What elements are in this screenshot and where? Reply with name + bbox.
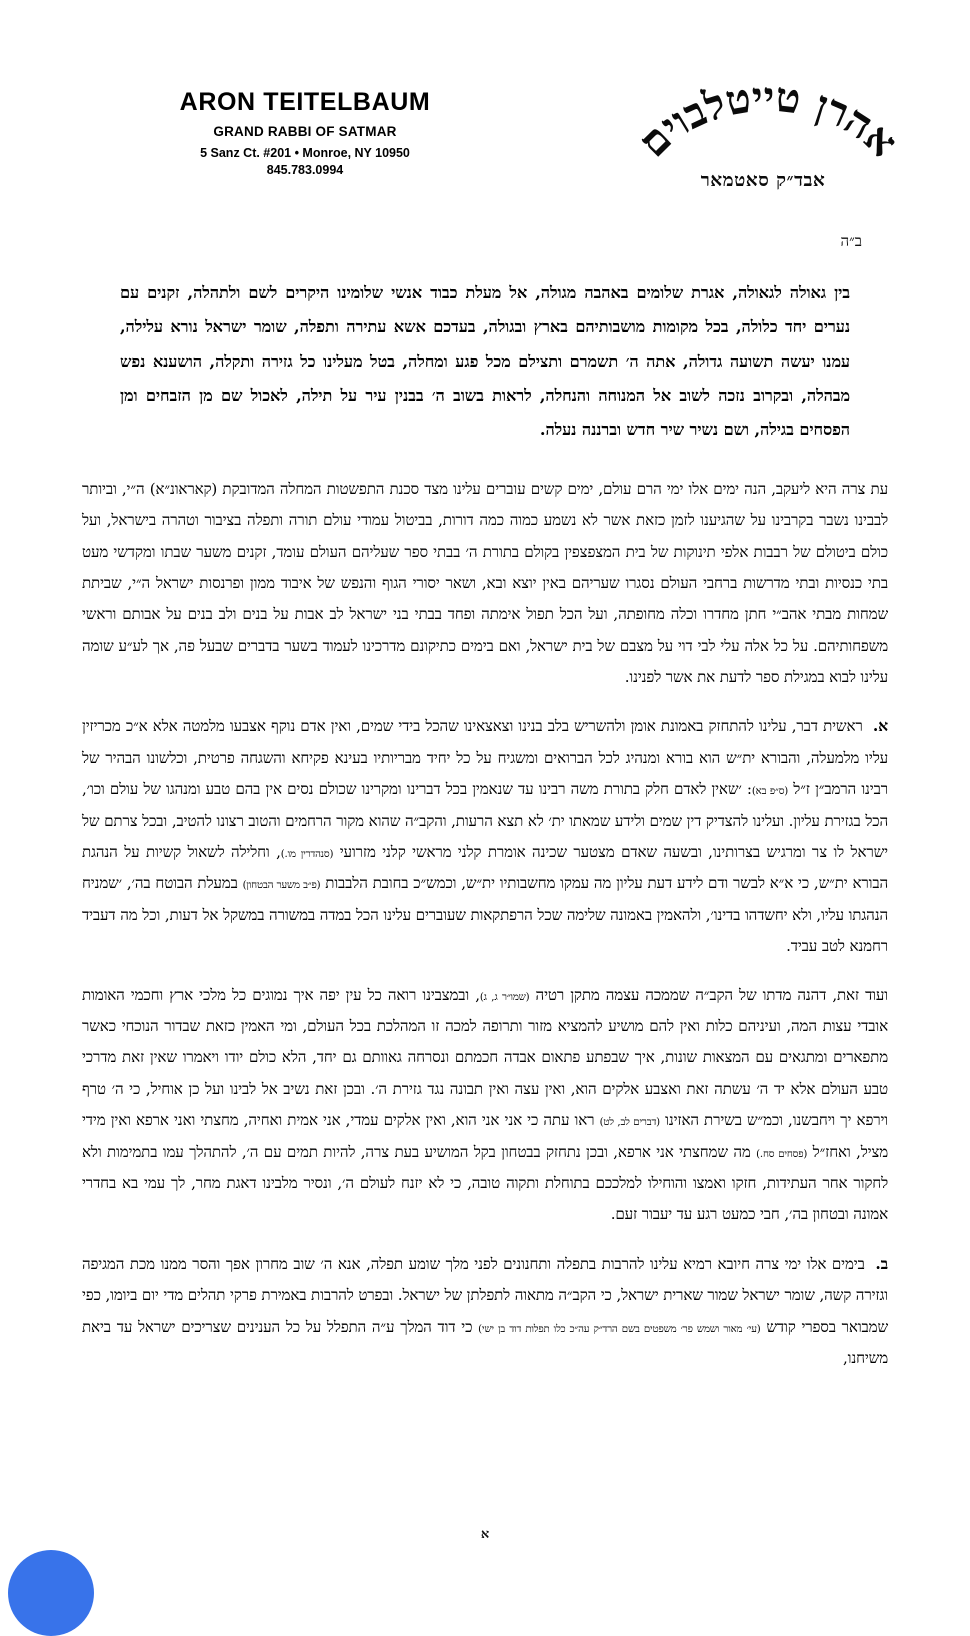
letterhead [0, 0, 970, 200]
body-paragraph [82, 710, 888, 962]
paragraph-text: : ׳שאין לאדם חלק בתורת משה רבינו עד שנאמין בכל דברינו ומקרינו שכולם נסים אין בהם טבע ומנהגו של עולם וכו׳, הכל בגזירת עליון. ועלינו להצדיק דין שמים ולידע שמאתו ית׳ לא תצא הרעות, והקב״ה שהוא מקור הרחמים והטוב רצונו להטיב, ובכל צרתם של ישראל לו צר ומרגיש בצרותינו, ובשעה שאדם מצטער שכינה אומרת קלני מראשי קלני מזרועי [82, 780, 888, 862]
floating-action-button[interactable] [8, 1550, 94, 1636]
paragraph-host [82, 474, 888, 1375]
source-citation: (עי׳ מאור ושמש פר׳ משפטים בשם הרד״ק עה״כ כלו תפלות דוד בן ישי) [478, 1323, 761, 1335]
body-paragraph [82, 980, 888, 1231]
source-citation: (דברים לב, לט) [599, 1117, 660, 1129]
source-citation: (סנהדרין מו.) [280, 849, 334, 861]
rabbi-title: GRAND RABBI OF SATMAR [213, 123, 397, 139]
letterhead-contact-block [95, 88, 515, 177]
paragraph-text: ראשית דבר, עלינו להתחזק באמונת אומן ולהשריש בלב בנינו וצאצאינו שהכל בידי שמים, ואין אדם נוקף אצבעו מלמטה אלא א״כ מכריזין עליו מלמעלה, והבורא ית״ש הוא בורא ומנהיג לכל הברואים ומשגיח על כל יחיד מבריותיו בעינא פקיחא והשגחה פרטית, וכלשונו הבהיר של רבינו הרמב״ן ז״ל [82, 717, 888, 799]
paragraph-text: ראו עתה כי אני אני הוא, ואין אלקים עמדי, אני אמית ואחיה, מחצתי ואני ארפא ואין מידי מציל, ואחז״ל [82, 1111, 888, 1161]
paragraph-text: מה שמחצתי אני ארפא, ובכן נתחזק בבטחון בקל המושיע בעת צרה, להיות תמים עם ה׳, להתהלך עמו בתמימות ולא לחקור אחר העתידות, חזקו ואמצו והוחילו למלככם בתוחלת ותקוה טובה, כי לא יזנח לעולם ה׳, ונסיר מלבינו דאגת מחר, לך עמי בא בחדרי אמונה ובטחון בה׳, חבי כמעט רגע עד יעבור זעם. [82, 1142, 888, 1224]
letter-body [82, 276, 888, 1391]
source-citation: (פסחים סח.) [756, 1148, 808, 1160]
hebrew-arc-logo [628, 66, 908, 194]
paragraph-marker: א. [872, 716, 888, 736]
body-paragraph [82, 474, 888, 694]
salutation-paragraph: בין גאולה לגאולה, אגרת שלומים באהבה מגולה, אל מעלת כבוד אנשי שלומינו היקרים לשם ולתהלה, זקנים עם נערים יחד כלולה, בכל מקומות מושבותיהם בארץ ובגולה, בעדכם אשא עתירה ותפלה, שומר ישראל נורא עלילה, עמנו יעשה תשועה גדולה, אתה ה׳ תשמרם ותצילם מכל פגע ומחלה, בטל מעלינו כל גזירה ותקלה, הושענא נפש מבהלה, ובקרוב נזכה לשוב אל המנוחה והנחלה, לראות בשוב ה׳ בבנין עיר על תילה, לאכול שם מן הזבחים ומן הפסחים בגילה, ושם נשיר שיר חדש וברננה נעלה. [120, 283, 850, 440]
rabbi-address: 5 Sanz Ct. #201 • Monroe, NY 10950 [200, 145, 410, 160]
paragraph-text: כי דוד המלך ע״ה התפלל על כל הענינים שצריכים ישראל עד ביאת משיחנו, [82, 1317, 888, 1367]
bh-mark: ב״ה [840, 232, 862, 250]
source-citation: (ס״פ בא) [751, 786, 789, 798]
page-number: א [480, 1527, 490, 1542]
rabbi-phone: 845.783.0994 [266, 162, 344, 177]
source-citation: (פ״ב משער הבטחון) [242, 880, 321, 892]
paragraph-text: , וחלילה לשאול קשיות על הנהגת הבורא ית״ש, כי א״א לבשר ודם לידע דעת עליון מה עמקו מחשבותיו ית״ש, וכמש״כ בחובת הלבבות [82, 843, 888, 893]
logo-arc-text-element: אהרן טייטלבוים [628, 72, 908, 167]
paragraph-text: , ובמצבינו רואה כל עין יפה איך נמוגים כל מלכי ארץ וחכמי האומות אובדי עצות המה, ועיניהם כלות ואין להם מושיע להמציא מזור ותרופה למכה זו המהלכת בכל העולם, ומי האמין כזאת שבדור הנוכחי כאשר מתפארים ומתגאים עם המצאות שונות, איך שבפתע פתאום אבדה חכמתם ונסרחה גאוותם גם יחד, הלא כולם יודו ויאמרו שאין זאת מדרכי טבע העולם אלא יד ה׳ עשתה זאת ואצבע אלקים הוא, ואין עצה ואין תבונה נגד גזירת ה׳. ובכן זאת נשיב אל לבינו ועל כן אוחיל, כי ה׳ טרף וירפא יך ויחבשנו, וכמ״ש בשירת האזינו [82, 985, 888, 1130]
paragraph-text: עת צרה היא ליעקב, הנה ימים אלו ימי הרם עולם, ימים קשים עוברים עלינו מצד סכנת התפשטות המחלה המדובקת (קאראונ״א) ה״י, וביותר לבבינו נשבר בקרבינו על שהגיענו לזמן כזאת אשר לא נשמע כמוה כמה דורות, בביטול עמודי עולם תורה ותפלה בציבור וטהרה בישראל, ועל כולם ביטולם של רבבות אלפי תינוקות של בית המצפצפין בקולם בתורת ה׳ בבתי ספר שעליהם העולם עומד, זקנים משער שבתו ומקדשי מעט בתי כנסיות ובתי מדרשות ברחבי העולם נסגרו שעריהם באין יוצא ובא, ושאר יסורי הגוף והנפש של איבוד ממון ופרנסות ישראל ה״י, שביתת שמחות מבתי אהב״י חתן מחדרו וכלה מחופתה, ועל הכל תפול אימתה ופחד בבתי בני ישראל לב אבות על בנים ולב בנים על אבותם וראשי משפחותיהם. על כל אלה עלי לבי דוי על מצבם של בית ישראל, ואם בימים כתיקונם מדרכינו לעמוד בשער בדברים שבעל פה, אך לע״ע שומה עלינו לבוא במגילת ספר לדעת את אשר לפנינו. [82, 479, 888, 687]
paragraph-text: בימים אלו ימי צרה חיובא רמיא עלינו להרבות בתפלה ותחנונים לפני מלך שומע תפלה, אנא ה׳ שוב מחרון אפך והסר ממנו מכת המגיפה וגזירה קשה, שומר ישראל שמור שארית ישראל, כי הקב״ה מתאוה לתפלתן של ישראל. ובפרט להרבות באמירת פרקי תהלים מדי יום ביומו, כפי שמבואר בספרי קודש [82, 1254, 888, 1336]
logo-subtitle: אבד״ק סאטמאר [700, 170, 826, 191]
body-paragraph [82, 1248, 888, 1375]
paragraph-text: במעלת הבוטח בה׳, ׳שמניח הנהגתו עליו, ולא יחשדהו בדינו׳, ולהאמין באמונה שלימה שכל הרפתקאות שעוברים עלינו הכל במדה במשורה במשקל אל דעות, וכל מה דעביד רחמנא לטב עביד. [82, 874, 888, 956]
paragraph-text: ועוד זאת, דהנה מדתו של הקב״ה שממכה עצמה מתקן רטיה [529, 985, 888, 1004]
paragraph-marker: ב. [875, 1253, 888, 1273]
source-citation: (שמו״ר ג, ג) [479, 991, 530, 1003]
rabbi-name: ARON TEITELBAUM [179, 88, 431, 116]
